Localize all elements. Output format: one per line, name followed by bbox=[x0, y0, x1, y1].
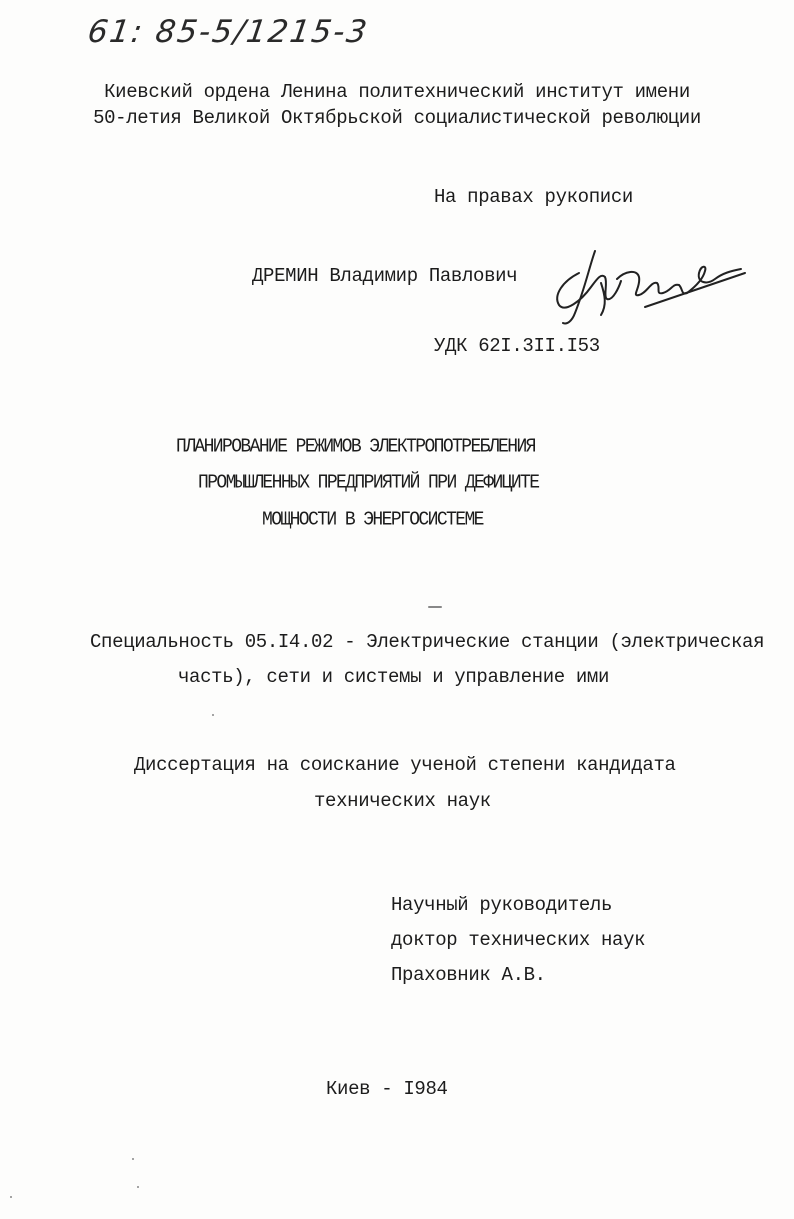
scan-speck bbox=[212, 714, 214, 716]
scan-speck bbox=[132, 1158, 134, 1160]
scan-speck bbox=[137, 1186, 139, 1188]
specialty-line-1: Специальность 05.I4.02 - Электрические станции (электрическая bbox=[90, 631, 765, 653]
udc-code: УДК 62I.3II.I53 bbox=[434, 335, 600, 357]
title-line-3: МОЩНОСТИ В ЭНЕРГОСИСТЕМЕ bbox=[262, 509, 483, 531]
supervisor-role: Научный руководитель bbox=[391, 894, 613, 916]
archive-code-handwritten: 61: 85-5/1215-3 bbox=[85, 14, 371, 50]
specialty-line-2: часть), сети и системы и управление ими bbox=[178, 666, 610, 688]
supervisor-degree: доктор технических наук bbox=[391, 929, 646, 951]
author-name: ДРЕМИН Владимир Павлович bbox=[252, 265, 518, 287]
author-signature bbox=[545, 243, 750, 328]
scan-speck bbox=[10, 1196, 12, 1198]
dissertation-line-2: технических наук bbox=[314, 790, 491, 812]
institute-line-2: 50-летия Великой Октябрьской социалистической революции bbox=[93, 107, 701, 129]
dissertation-line-1: Диссертация на соискание ученой степени кандидата bbox=[134, 754, 676, 776]
institute-line-1: Киевский ордена Ленина политехнический институт имени bbox=[104, 81, 690, 103]
place-year: Киев - I984 bbox=[326, 1078, 448, 1100]
rights-note: На правах рукописи bbox=[434, 186, 633, 208]
supervisor-name: Праховник А.В. bbox=[391, 964, 546, 986]
title-line-2: ПРОМЫШЛЕННЫХ ПРЕДПРИЯТИЙ ПРИ ДЕФИЦИТЕ bbox=[198, 472, 539, 494]
title-line-1: ПЛАНИРОВАНИЕ РЕЖИМОВ ЭЛЕКТРОПОТРЕБЛЕНИЯ bbox=[176, 436, 535, 458]
scan-mark bbox=[428, 606, 442, 608]
